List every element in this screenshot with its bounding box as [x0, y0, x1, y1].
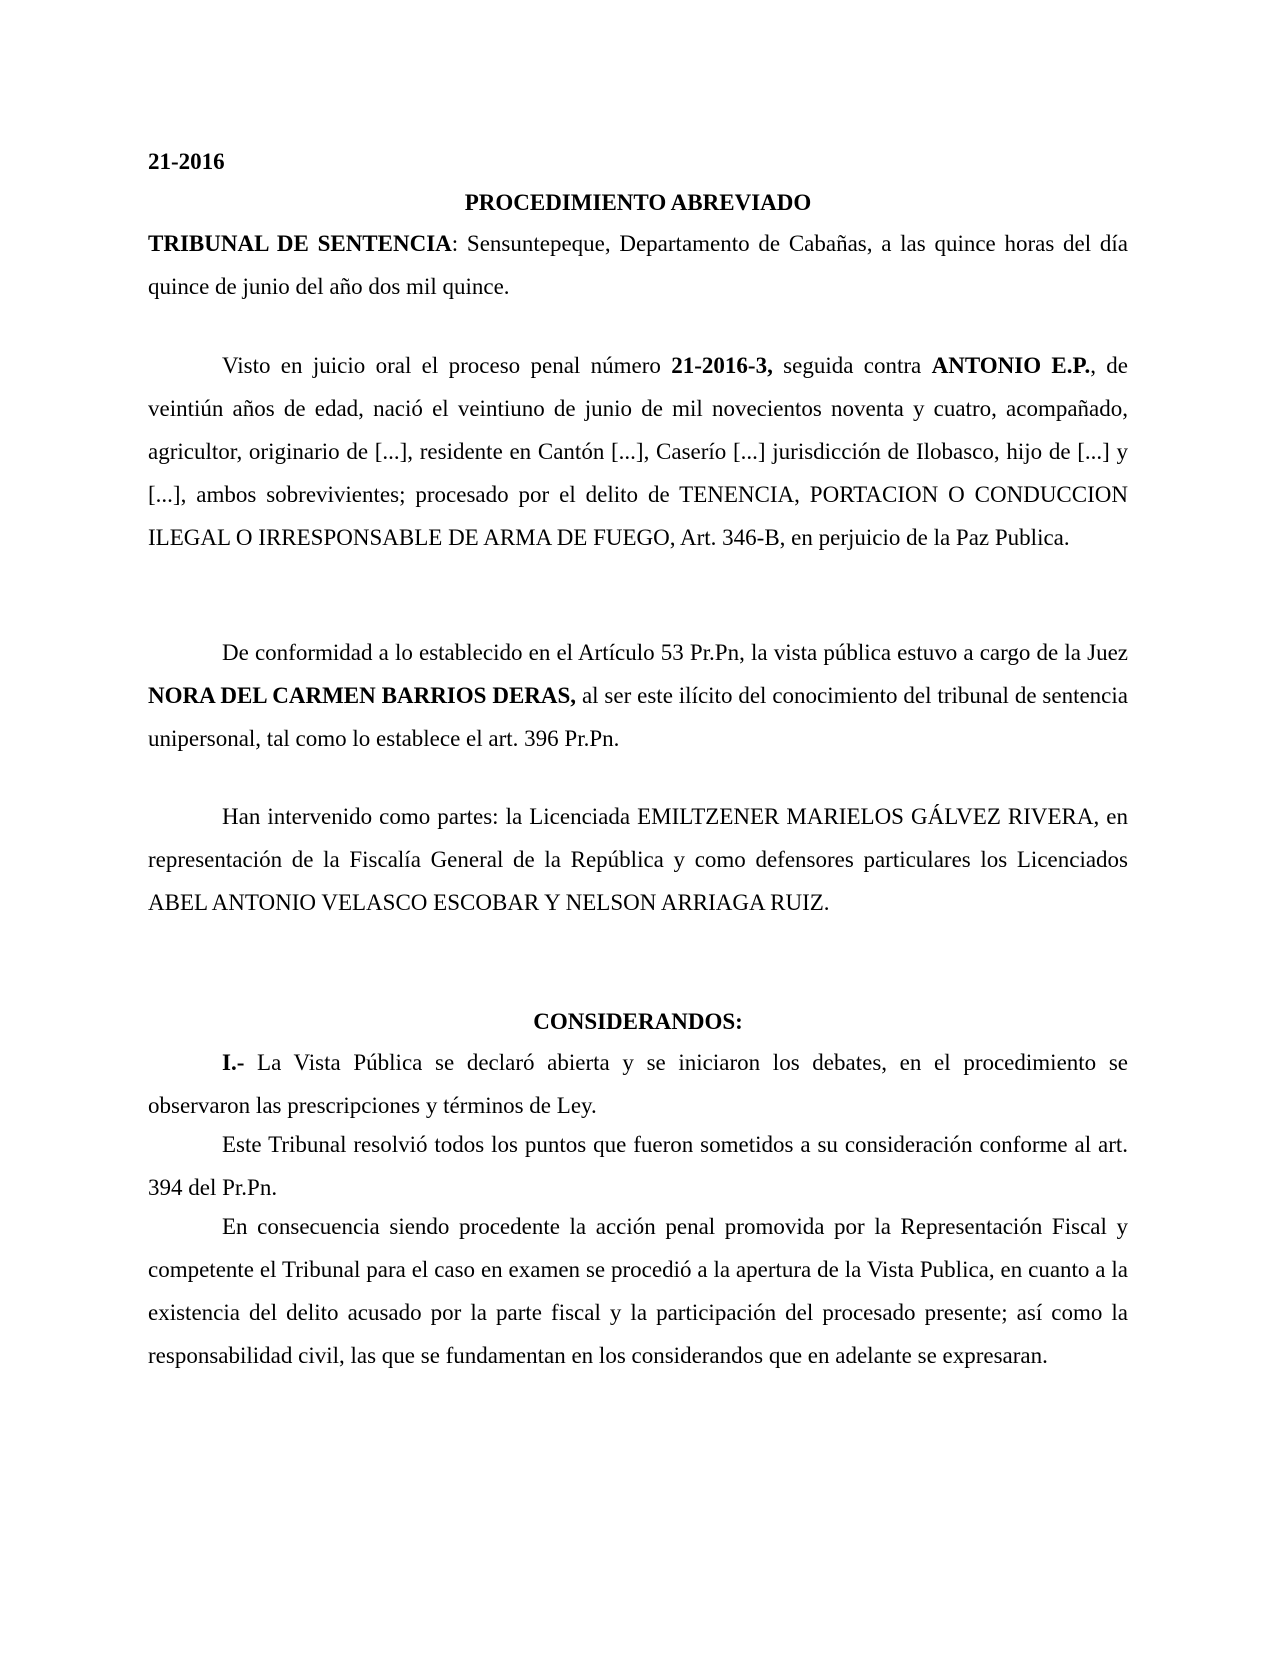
considerando-one: I.- La Vista Pública se declaró abierta y se iniciaron los debates, en el procedimiento se observaron las prescripciones y términos de Ley.	[148, 1050, 1128, 1118]
header-paragraph: TRIBUNAL DE SENTENCIA: Sensuntepeque, Departamento de Cabañas, a las quince horas del día quince de junio del año dos mil quince.	[148, 231, 1128, 299]
roman-numeral: I.-	[222, 1050, 245, 1075]
court-name: TRIBUNAL DE SENTENCIA	[148, 231, 452, 256]
case-number: 21-2016	[148, 149, 225, 174]
paragraph-consecuencia: En consecuencia siendo procedente la acción penal promovida por la Representación Fiscal y competente el Tribunal para el caso en examen se procedió a la apertura de la Vista Publica, en cuanto a la existencia del delito acusado por la parte fiscal y la participación del procesado presente; así como la responsabilidad civil, las que se fundamentan en los considerandos que en adelante se expresaran.	[148, 1214, 1128, 1368]
process-number: 21-2016-3,	[671, 353, 773, 378]
paragraph-conformidad: De conformidad a lo establecido en el Artículo 53 Pr.Pn, la vista pública estuvo a cargo de la Juez NORA DEL CARMEN BARRIOS DERAS, al ser este ilícito del conocimiento del tribunal de sentencia unipersonal, tal como lo establece el art. 396 Pr.Pn.	[148, 640, 1128, 751]
defendant-name: ANTONIO E.P.	[931, 353, 1091, 378]
section-title: CONSIDERANDOS:	[533, 1009, 743, 1034]
document-title: PROCEDIMIENTO ABREVIADO	[464, 190, 812, 215]
paragraph-tribunal: Este Tribunal resolvió todos los puntos que fueron sometidos a su consideración conforme al art. 394 del Pr.Pn.	[148, 1132, 1128, 1200]
paragraph-visto: Visto en juicio oral el proceso penal número 21-2016-3, seguida contra ANTONIO E.P., de veintiún años de edad, nació el veintiuno de junio de mil novecientos noventa y cuatro, acompañado, agricultor, originario de [...], residente en Cantón [...], Caserío [...] jurisdicción de Ilobasco, hijo de [...] y [...], ambos sobrevivientes; procesado por el delito de TENENCIA, PORTACION O CONDUCCION ILEGAL O IRRESPONSABLE DE ARMA DE FUEGO, Art. 346-B, en perjuicio de la Paz Publica.	[148, 353, 1129, 550]
judge-name: NORA DEL CARMEN BARRIOS DERAS,	[148, 683, 577, 708]
paragraph-partes: Han intervenido como partes: la Licenciada EMILTZENER MARIELOS GÁLVEZ RIVERA, en representación de la Fiscalía General de la República y como defensores particulares los Licenciados ABEL ANTONIO VELASCO ESCOBAR Y NELSON ARRIAGA RUIZ.	[148, 804, 1128, 915]
